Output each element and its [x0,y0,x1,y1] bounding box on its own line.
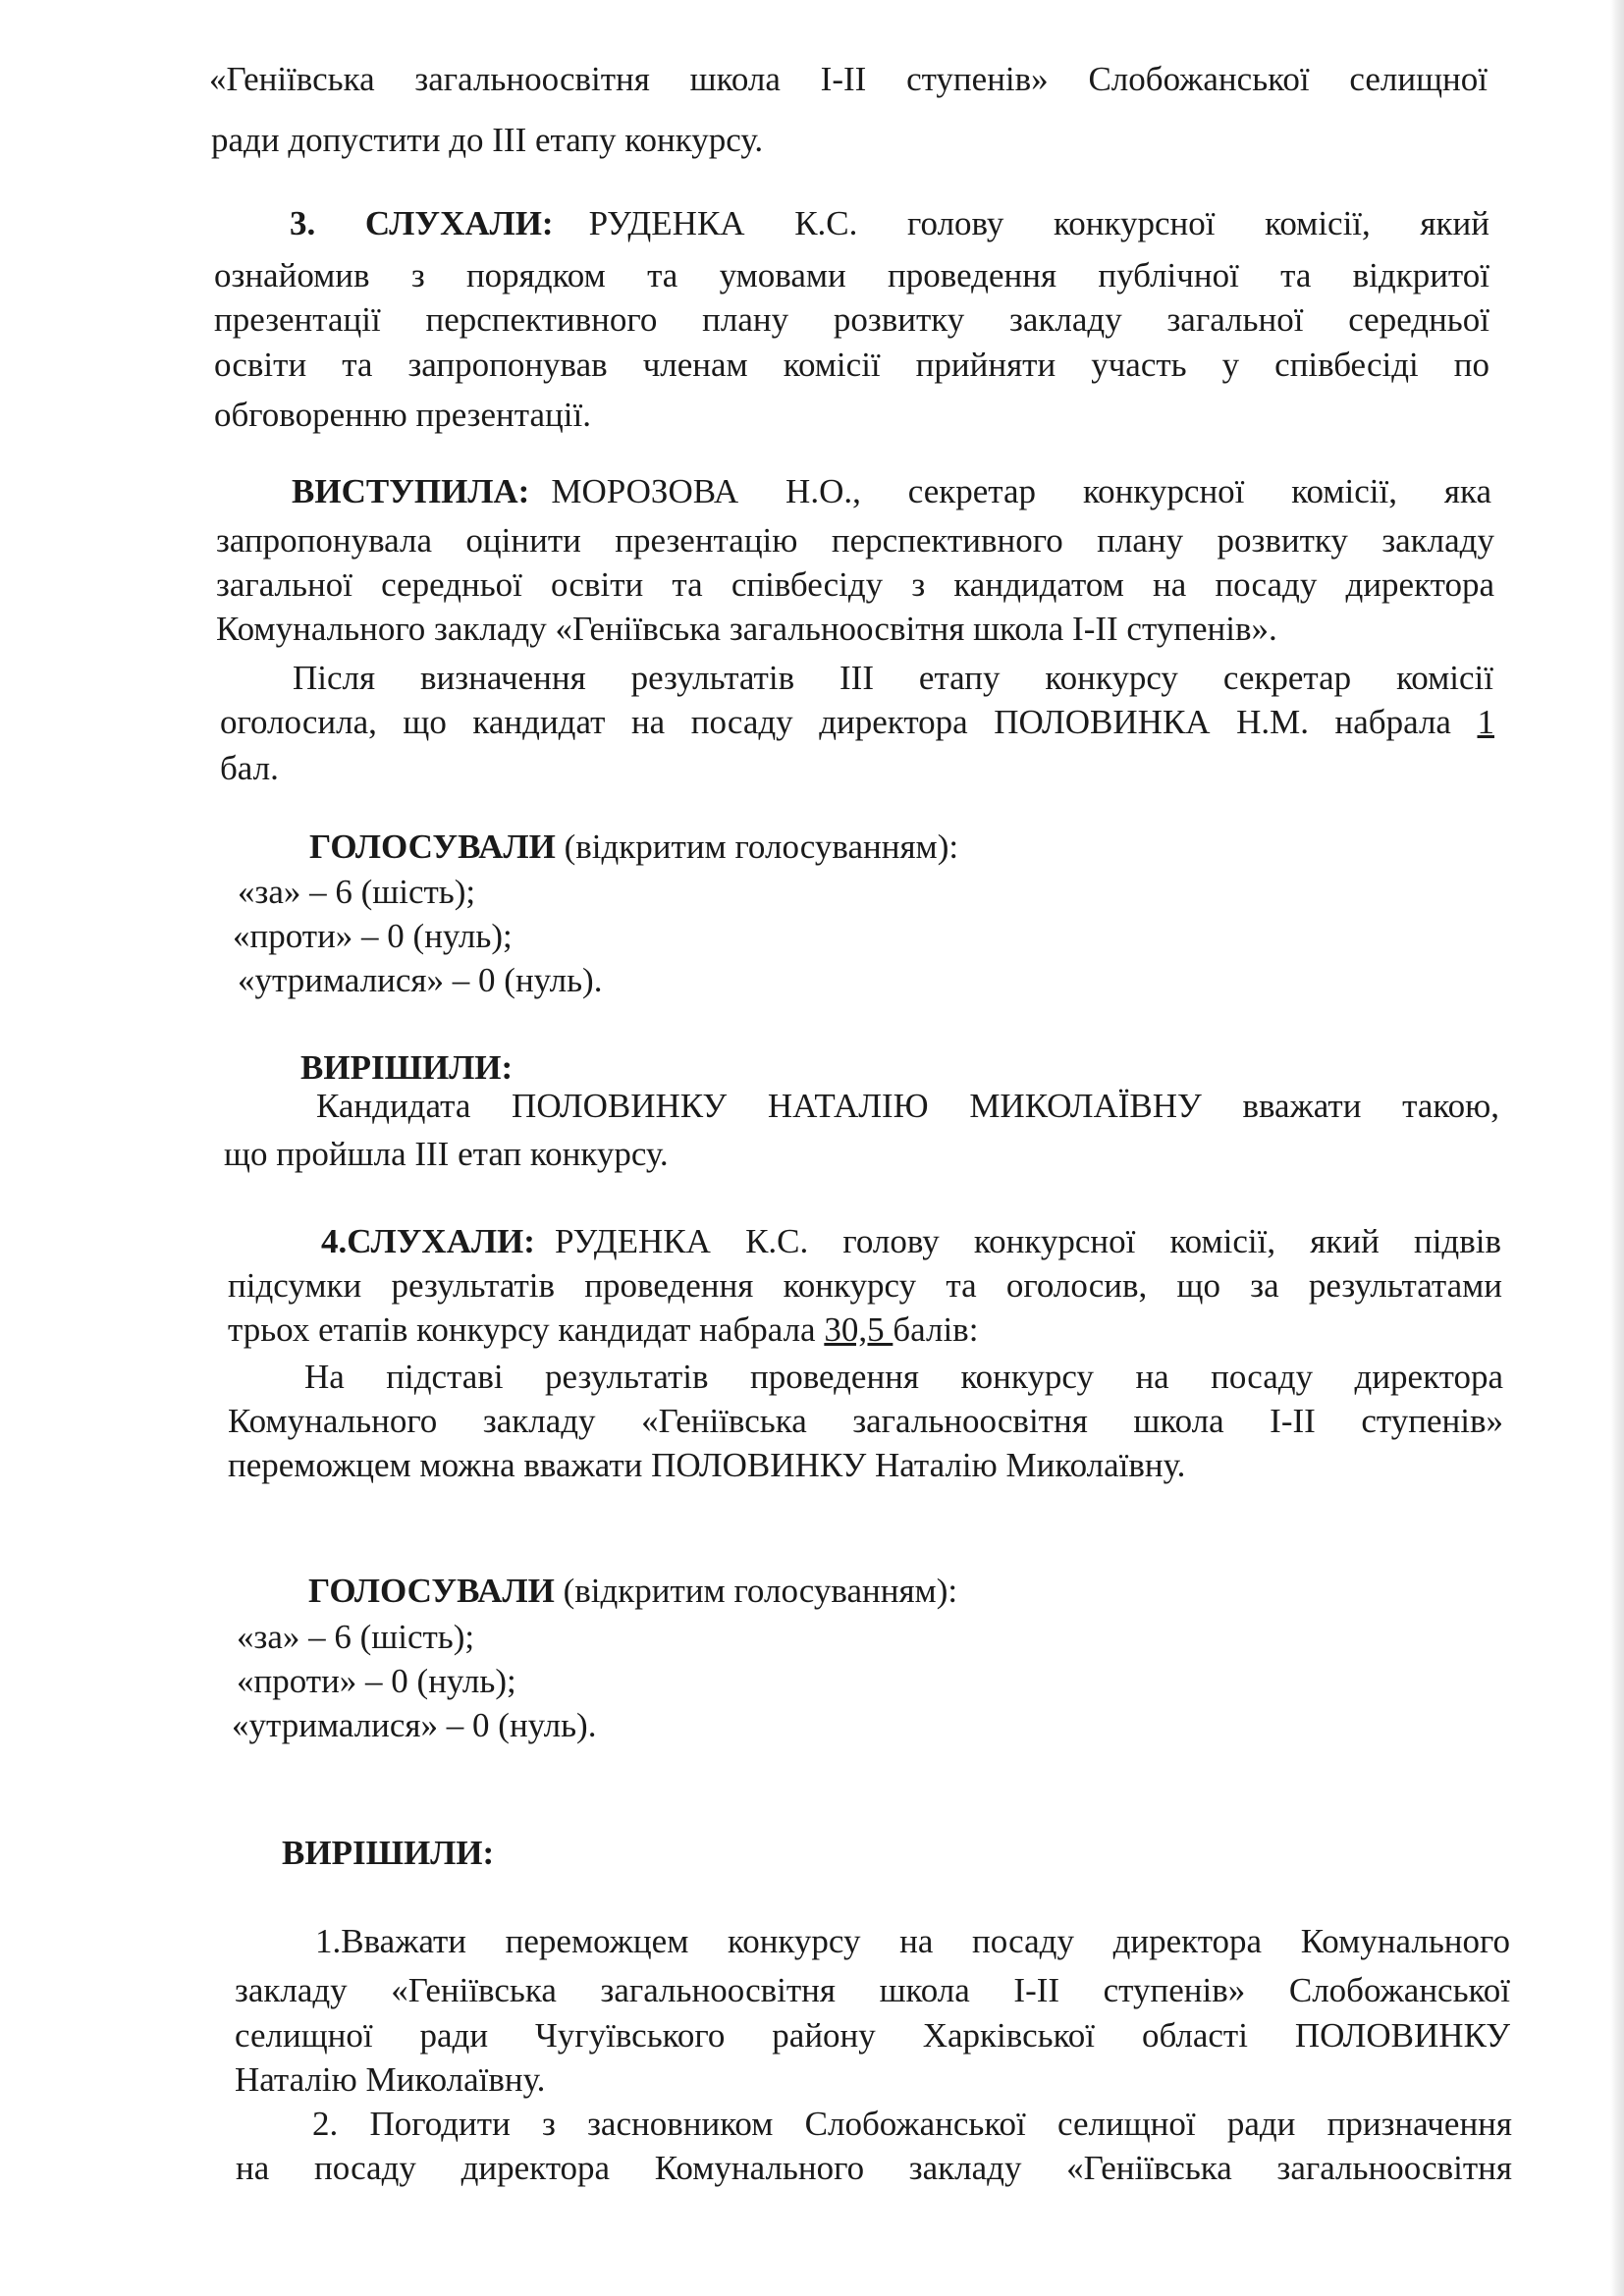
voting-note: (відкритим голосуванням): [554,1572,958,1610]
text-line: Комунального закладу «Геніївська загальноосвітня школа І-ІІ ступенів». [216,610,1277,648]
text-line: 2. Погодити з засновником Слобожанської селищної ради призначення [312,2105,1512,2143]
voting-heading [309,825,958,870]
voting-note: (відкритим голосуванням): [555,828,959,866]
speaker-first-line [292,469,1491,514]
text-line: запропонувала оцінити презентацію перспективного плану розвитку закладу [216,521,1494,560]
text-span: РУДЕНКА К.С. голову конкурсної комісії, який підвів [554,1222,1501,1260]
vote-for: «за» – 6 (шість); [237,1618,475,1656]
text-line: що пройшла ІІІ етап конкурсу. [224,1135,669,1173]
text-span: оголосила, що кандидат на посаду директора ПОЛОВИНКА Н.М. набрала [220,703,1478,741]
text-line: бал. [220,749,279,787]
text-line: селищної ради Чугуївського району Харківської області ПОЛОВИНКУ [235,2016,1510,2055]
text-line: на посаду директора Комунального закладу «Геніївська загальноосвітня [236,2149,1512,2187]
vote-against: «проти» – 0 (нуль); [237,1662,516,1700]
text-line: Комунального закладу «Геніївська загальноосвітня школа І-ІІ ступенів» [228,1402,1503,1440]
text-line: загальної середньої освіти та співбесіду з кандидатом на посаду директора [216,565,1494,604]
section-heading: 3. СЛУХАЛИ: [290,204,554,242]
text-span: МОРОЗОВА Н.О., секретар конкурсної комісії, яка [551,472,1491,510]
text-line: Після визначення результатів ІІІ етапу конкурсу секретар комісії [293,659,1493,697]
voting-heading [308,1569,957,1614]
text-line: закладу «Геніївська загальноосвітня школа І-ІІ ступенів» Слобожанської [235,1971,1510,2009]
voting-label: ГОЛОСУВАЛИ [308,1572,555,1610]
text-line: обговоренню презентації. [214,396,591,434]
text-line: презентації перспективного плану розвитку закладу загальної середньої [214,300,1489,339]
section-heading: ВИСТУПИЛА: [292,472,530,510]
scan-edge [1610,0,1624,2296]
text-line: ознайомив з порядком та умовами проведення публічної та відкритої [214,256,1489,294]
score-value: 30,5 [824,1310,893,1349]
score-value: 1 [1477,703,1494,741]
text-span: РУДЕНКА К.С. голову конкурсної комісії, який [588,204,1489,242]
vote-abstain: «утрималися» – 0 (нуль). [232,1706,597,1744]
text-line: освіти та запропонував членам комісії прийняти участь у співбесіді по [214,346,1489,384]
score-line [228,1308,978,1353]
vote-against: «проти» – 0 (нуль); [233,917,513,955]
text-span: трьох етапів конкурсу кандидат набрала [228,1310,825,1349]
text-line: 1.Вважати переможцем конкурсу на посаду директора Комунального [315,1922,1510,1960]
section-3-first-line [290,201,1489,246]
text-line: ради допустити до ІІІ етапу конкурсу. [211,121,764,159]
score-line [220,700,1494,745]
text-line: підсумки результатів проведення конкурсу та оголосив, що за результатами [228,1266,1502,1305]
text-line: Наталію Миколаївну. [235,2060,546,2099]
section-heading: 4.СЛУХАЛИ: [321,1222,535,1260]
text-line: «Геніївська загальноосвітня школа І-ІІ ступенів» Слобожанської селищної [209,60,1488,98]
text-span: балів: [893,1310,979,1349]
decision-label: ВИРІШИЛИ: [282,1834,495,1872]
vote-abstain: «утрималися» – 0 (нуль). [238,961,603,999]
voting-label: ГОЛОСУВАЛИ [309,828,556,866]
text-line: Кандидата ПОЛОВИНКУ НАТАЛІЮ МИКОЛАЇВНУ вважати такою, [316,1087,1499,1125]
decision-label: ВИРІШИЛИ: [300,1048,514,1087]
text-line: На підставі результатів проведення конкурсу на посаду директора [304,1358,1503,1396]
text-line: переможцем можна вважати ПОЛОВИНКУ Наталію Миколаївну. [228,1446,1186,1484]
vote-for: «за» – 6 (шість); [238,873,476,911]
section-4-first-line [321,1219,1501,1264]
decision-heading [282,1831,494,1876]
